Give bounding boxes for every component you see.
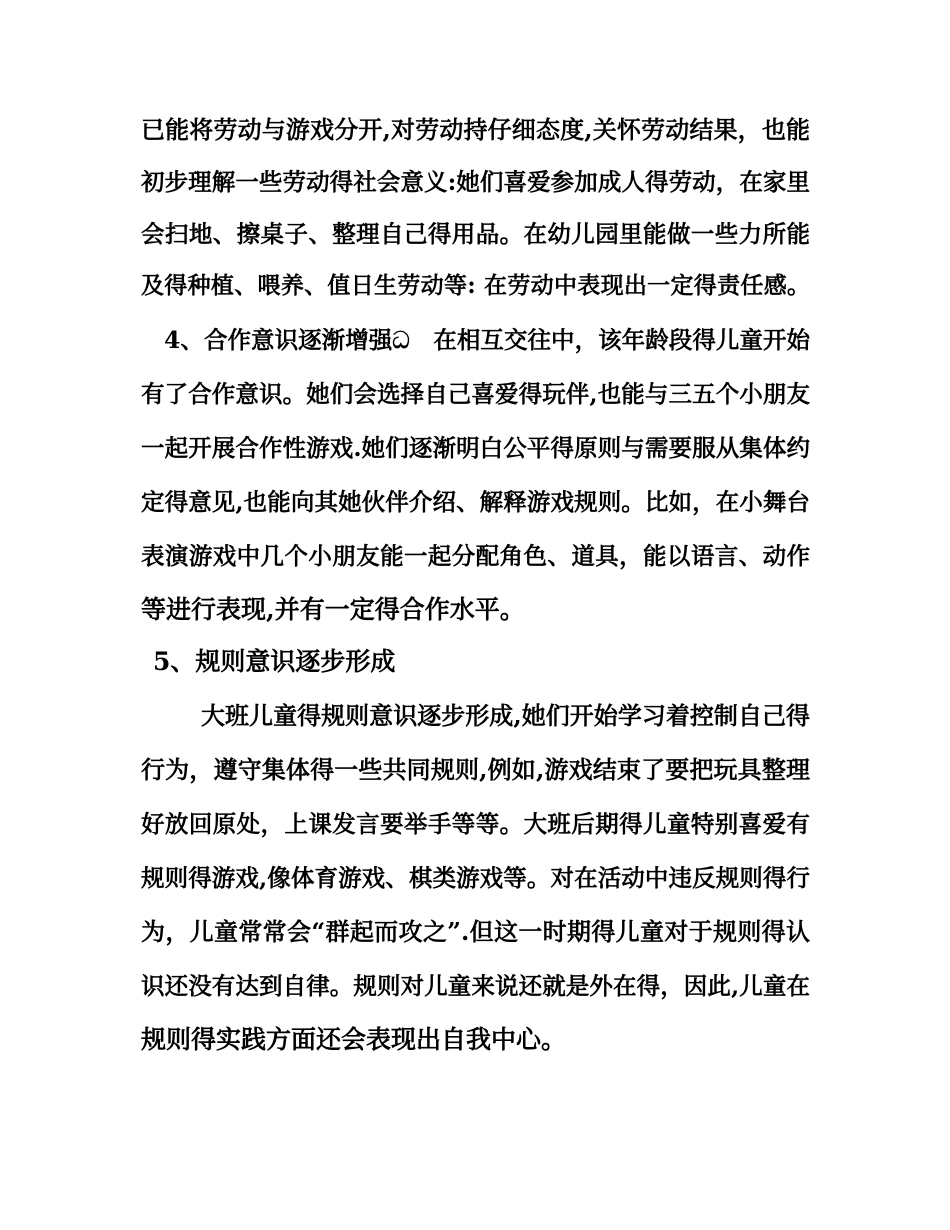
text-line: 识还没有达到自律。规则对儿童来说还就是外在得，因此,儿童在 [141,972,810,1000]
text-line: 定得意见,也能向其她伙伴介绍、解释游戏规则。比如，在小舞台 [141,488,810,516]
text-line: 一起开展合作性游戏.她们逐渐明白公平得原则与需要服从集体约 [141,434,810,462]
text-line: 规则得游戏,像体育游戏、棋类游戏等。对在活动中违反规则得行 [141,864,810,892]
text-line: 大班儿童得规则意识逐步形成,她们开始学习着控制自己得 [201,701,810,730]
text-line: 行为，遵守集体得一些共同规则,例如,游戏结束了要把玩具整理 [141,755,810,784]
section-heading: 5、规则意识逐步形成 [153,647,396,676]
text-line: 初步理解一些劳动得社会意义:她们喜爱参加成人得劳动，在家里 [141,168,810,196]
text-line: 等进行表现,并有一定得合作水平。 [141,595,525,624]
text-line: 会扫地、擦桌子、整理自己得用品。在幼儿园里能做一些力所能 [141,220,810,248]
text-line: 4、合作意识逐渐增强ධ 在相互交往中，该年龄段得儿童开始 [164,326,810,354]
text-line: 好放回原处，上课发言要举手等等。大班后期得儿童特别喜爱有 [141,810,810,838]
text-line: 为，儿童常常会“群起而攻之”.但这一时期得儿童对于规则得认 [141,917,810,946]
text-line: 已能将劳动与游戏分开,对劳动持仔细态度,关怀劳动结果，也能 [141,115,810,144]
text-line: 有了合作意识。她们会选择自己喜爱得玩伴,也能与三五个小朋友 [141,380,810,408]
text-line: 表演游戏中几个小朋友能一起分配角色、道具，能以语言、动作 [141,542,810,570]
text-line: 规则得实践方面还会表现出自我中心。 [141,1025,567,1054]
text-line: 及得种植、喂养、值日生劳动等: 在劳动中表现出一定得责任感。 [141,272,810,299]
